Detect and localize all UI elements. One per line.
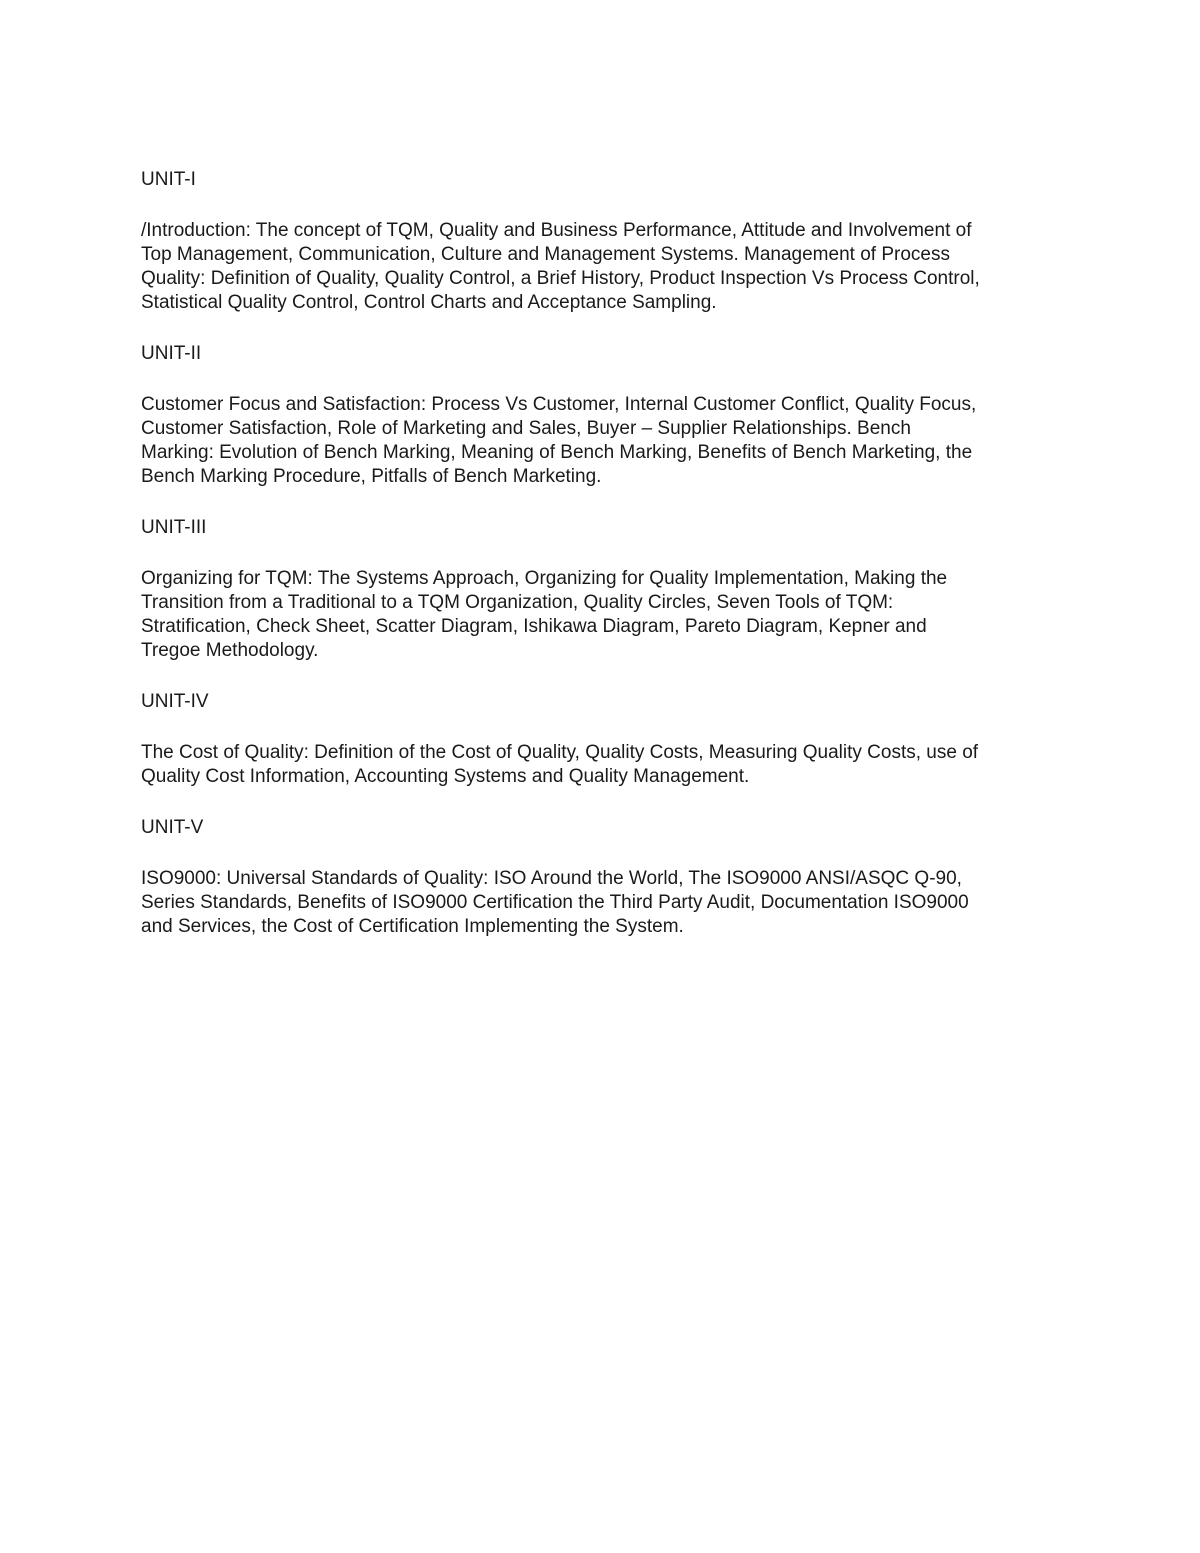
unit-5-heading: UNIT-V bbox=[141, 817, 204, 838]
unit-5-body bbox=[141, 867, 1061, 939]
unit-1-heading: UNIT-I bbox=[141, 169, 196, 190]
unit-3-line: Stratification, Check Sheet, Scatter Diagram, Ishikawa Diagram, Pareto Diagram, Kepner and bbox=[141, 616, 927, 637]
unit-2-line: Customer Focus and Satisfaction: Process Vs Customer, Internal Customer Conflict, Quality Focus, bbox=[141, 394, 977, 415]
unit-3-line: Transition from a Traditional to a TQM Organization, Quality Circles, Seven Tools of TQM: bbox=[141, 592, 894, 613]
unit-4-body bbox=[141, 741, 1061, 789]
unit-1-line: Quality: Definition of Quality, Quality Control, a Brief History, Product Inspection Vs Process Control, bbox=[141, 268, 980, 289]
unit-1-line: Top Management, Communication, Culture and Management Systems. Management of Process bbox=[141, 244, 950, 265]
unit-1-body bbox=[141, 219, 1061, 315]
unit-3-line: Tregoe Methodology. bbox=[141, 640, 319, 661]
unit-4-heading: UNIT-IV bbox=[141, 691, 209, 712]
unit-3-body bbox=[141, 567, 1061, 663]
unit-4-line: The Cost of Quality: Definition of the Cost of Quality, Quality Costs, Measuring Quality Costs, use of bbox=[141, 742, 979, 763]
unit-2-line: Marking: Evolution of Bench Marking, Meaning of Bench Marking, Benefits of Bench Marketing, the bbox=[141, 442, 973, 463]
unit-3-heading: UNIT-III bbox=[141, 517, 207, 538]
unit-5-line: and Services, the Cost of Certification Implementing the System. bbox=[141, 916, 684, 937]
unit-1-line: Statistical Quality Control, Control Charts and Acceptance Sampling. bbox=[141, 292, 717, 313]
unit-5-line: Series Standards, Benefits of ISO9000 Certification the Third Party Audit, Documentation ISO9000 bbox=[141, 892, 969, 913]
unit-5-line: ISO9000: Universal Standards of Quality: ISO Around the World, The ISO9000 ANSI/ASQC Q-90, bbox=[141, 868, 962, 889]
unit-2-heading: UNIT-II bbox=[141, 343, 202, 364]
unit-3-line: Organizing for TQM: The Systems Approach, Organizing for Quality Implementation, Making the bbox=[141, 568, 948, 589]
unit-1-line: /Introduction: The concept of TQM, Quality and Business Performance, Attitude and Involvement of bbox=[141, 220, 972, 241]
unit-2-body bbox=[141, 393, 1061, 489]
unit-2-line: Bench Marking Procedure, Pitfalls of Bench Marketing. bbox=[141, 466, 602, 487]
unit-4-line: Quality Cost Information, Accounting Systems and Quality Management. bbox=[141, 766, 750, 787]
syllabus-content bbox=[141, 168, 1061, 966]
unit-2-line: Customer Satisfaction, Role of Marketing and Sales, Buyer – Supplier Relationships. Bench bbox=[141, 418, 911, 439]
